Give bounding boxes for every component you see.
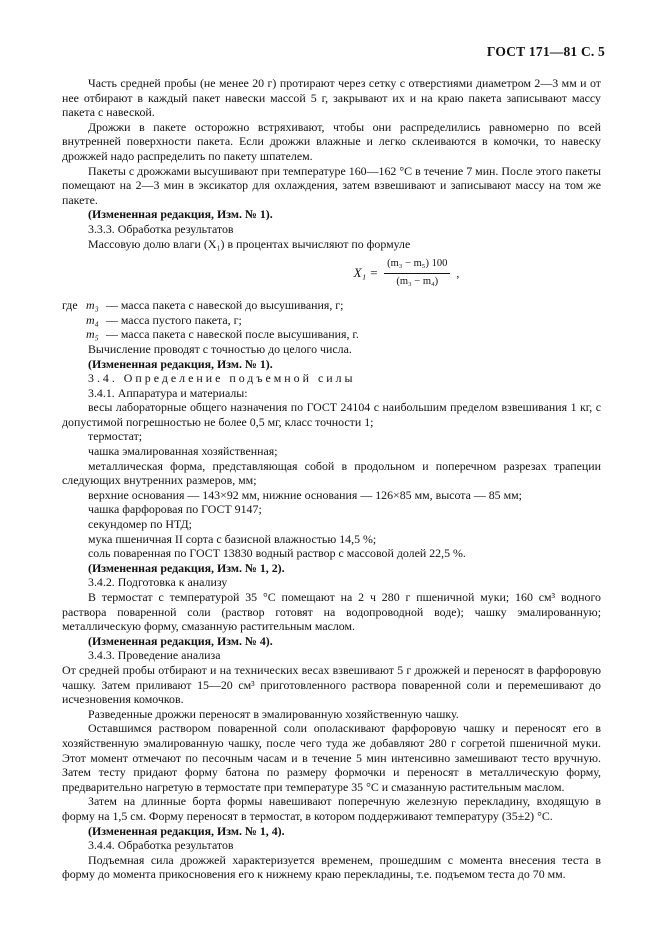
amendment-note: (Измененная редакция, Изм. № 1). <box>88 356 273 371</box>
formula-denominator: (m₃ − m₄) <box>396 275 439 287</box>
variable-description: — масса пакета с навеской до высушивания, г; <box>106 298 344 313</box>
amendment-note: (Измененная редакция, Изм. № 1). <box>88 207 273 222</box>
variable-lead: где <box>62 298 78 313</box>
formula-numerator: (m₃ − m₅) 100 <box>384 257 450 274</box>
variable-symbol: m₃ <box>86 298 99 313</box>
section-heading: 3.4.2. Подготовка к анализу <box>88 575 228 590</box>
variable-symbol: m₅ <box>86 327 99 342</box>
list-item: мука пшеничная II сорта с базисной влажностью 14,5 %; <box>88 531 377 546</box>
paragraph: От средней пробы отбирают и на технических весах взвешивают 5 г дрожжей и переносят в фарфоровую чашку. Затем приливают 15—20 см³ приготовленного раствора поваренной соли и перемешивают до исчезновения комочков. <box>62 662 601 707</box>
amendment-note: (Измененная редакция, Изм. № 1, 4). <box>88 823 285 838</box>
formula-comma: , <box>456 265 460 280</box>
list-item: термостат; <box>88 429 143 444</box>
variable-description: — масса пакета с навеской после высушивания, г. <box>106 327 359 342</box>
paragraph: Разведенные дрожжи переносят в эмалированную хозяйственную чашку. <box>88 706 459 721</box>
section-heading: 3.4.3. Проведение анализа <box>88 648 221 663</box>
variable-definition <box>62 298 601 313</box>
variable-description: — масса пустого пакета, г; <box>106 312 242 327</box>
paragraph: Вычисление проводят с точностью до целого числа. <box>88 341 352 356</box>
section-heading: 3.3.3. Обработка результатов <box>88 221 234 236</box>
paragraph: Подъемная сила дрожжей характеризуется временем, прошедшим с момента внесения теста в форму до момента прикосновения его к нижнему краю перекладины, т.е. подъемом теста до 70 мм. <box>62 852 601 882</box>
variable-lead <box>62 327 86 342</box>
paragraph: Массовую долю влаги (X₁) в процентах вычисляют по формуле <box>88 236 411 251</box>
paragraph: Дрожжи в пакете осторожно встряхивают, чтобы они распределились равномерно по всей внутренней поверхности пакета. Если дрожжи влажные и легко склеиваются в комочки, то навеску дрожжей надо распределить по пакету шпателем. <box>62 119 601 163</box>
variable-symbol: m₄ <box>86 312 99 327</box>
paragraph: Затем на длинные борта формы навешивают поперечную железную перекладину, входящую в форму на 1,5 см. Форму переносят в термостат, в котором поддерживают температуру (35±2) °С. <box>62 794 601 823</box>
amendment-note: (Измененная редакция, Изм. № 1, 2). <box>88 560 285 575</box>
moisture-formula <box>212 254 601 292</box>
document-body <box>62 76 601 882</box>
variable-definition <box>62 313 601 328</box>
paragraph: В термостат с температурой 35 °С помещают на 2 ч 280 г пшеничной муки; 160 см³ водного раствора поваренной соли (раствор готовят на водопроводной воде); чашку эмалированную; металлическую форму, смазанную растительным маслом. <box>62 590 601 634</box>
paragraph: Часть средней пробы (не менее 20 г) протирают через сетку с отверстиями диаметром 2—3 мм и от нее отбирают в каждый пакет навески массой 5 г, закрывают их и на краю пакета записывают массу пакета с навеской. <box>62 76 601 120</box>
list-item: металлическая форма, представляющая собой в продольном и поперечном разрезах трапеции следующих внутренних размеров, мм; <box>62 458 601 488</box>
list-item: верхние основания — 143×92 мм, нижние основания — 126×85 мм, высота — 85 мм; <box>88 487 522 502</box>
page-header: ГОСТ 171—81 С. 5 <box>486 44 605 59</box>
list-item: чашка эмалированная хозяйственная; <box>88 444 278 459</box>
list-item: соль поваренная по ГОСТ 13830 водный раствор с массовой долей 22,5 %. <box>88 546 466 561</box>
paragraph: Оставшимся раствором поваренной соли ополаскивают фарфоровую чашку и переносят его в хозяйственную эмалированную чашку, после чего туда же добавляют 280 г согретой пшеничной муки. Этот момент отмечают по песочным часам и в течение 5 мин интенсивно замешивают тесто вручную. Затем тесту придают форму батона по размеру формочки и переносят в металлическую форму, предварительно нагретую в термостате при температуре 35 °С и смазанную растительным маслом. <box>62 721 601 794</box>
variable-lead <box>62 313 86 328</box>
section-heading: 3.4.1. Аппаратура и материалы: <box>88 385 248 400</box>
section-heading: 3.4. Определение подъемной силы <box>88 371 356 386</box>
section-heading: 3.4.4. Обработка результатов <box>88 838 234 853</box>
list-item: секундомер по НТД; <box>88 517 192 532</box>
formula-fraction <box>384 257 450 289</box>
paragraph: Пакеты с дрожжами высушивают при температуре 160—162 °С в течение 7 мин. После этого пакеты помещают на 2—3 мин в эксикатор для охлаждения, затем взвешивают и записывают массу на том же пакете. <box>62 163 601 207</box>
list-item: весы лабораторные общего назначения по ГОСТ 24104 с наибольшим пределом взвешивания 1 кг, с допустимой погрешностью не более 0,5 мг, класс точности 1; <box>62 400 601 429</box>
variable-definition <box>62 327 601 342</box>
amendment-note: (Измененная редакция, Изм. № 4). <box>88 633 273 648</box>
list-item: чашка фарфоровая по ГОСТ 9147; <box>88 502 262 517</box>
formula-lhs: X₁ = <box>353 264 379 280</box>
